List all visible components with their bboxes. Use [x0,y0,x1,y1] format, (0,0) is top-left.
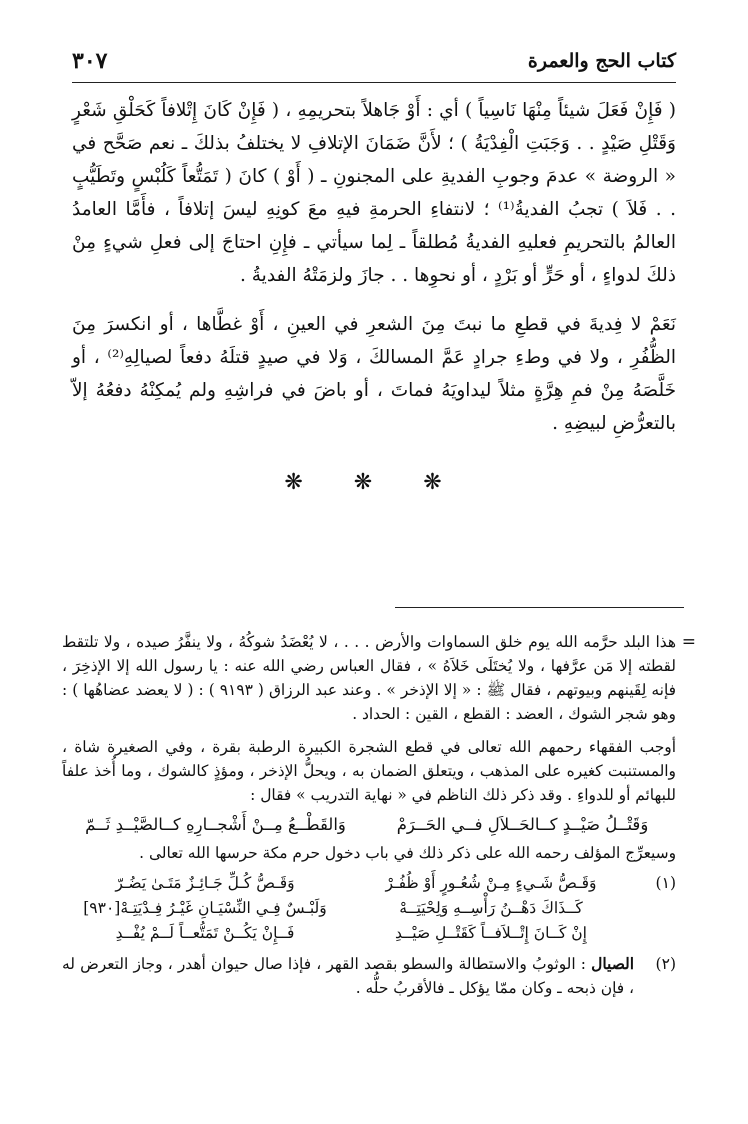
footnote-1-verse-line [62,896,634,921]
footnote-rule [395,607,684,608]
verse-first-hemistich: إِنْ كَــانَ إِتْــلاَفــاً كَقَتْــلِ صَيْــدِ [395,924,587,942]
verse-first-hemistich: كَــذَاكَ دَهْــنُ رَأْسِــهِ وَلِحْيَتِــهْ [399,899,583,917]
page-number: ٣٠٧ [72,48,108,74]
verse-second-hemistich: فَــإِنْ يَكُــنْ تَمَتُّعــاً لَــمْ يُفْــدِ [115,924,295,942]
verse-second-hemistich: وَلَبْـسٌ فِـي النِّسْيَـانِ غَيْـرُ فِـدْيَتِـهْ[٩٣٠] [83,899,327,917]
main-paragraph-1: ( فَإِنْ فَعَلَ شيئاً مِنْهَا نَاسِياً ) أي : أَوْ جَاهلاً بتحريمِهِ ، ( فَإِنْ كَانَ إِتْلافاً كَحَلْقِ شَعْرٍ وَقَتْلِ صَيْدٍ . . وَجَبَتِ الْفِدْيَةُ ) ؛ لأَنَّ ضَمَانَ الإتلافِ لا يختلفُ بذلكَ ـ نعم صَحَّح في « الروضة » عدمَ وجوبِ الفديةِ على المجنونِ ـ ( أَوْ ) كانَ ( تَمَتُّعاً كَلُبْسٍ وتَطَيُّبٍ . . فَلاَ ) تجبُ الفديةُ⁽¹⁾ ؛ لانتفاءِ الحرمةِ فيهِ معَ كونِهِ ليسَ إتلافاً ، فأَمَّا العامدُ العالمُ بالتحريمِ فعليهِ الفديةُ مُطلقاً ـ لِما سيأتي ـ فإِنِ احتاجَ إلى فعلِ شيءٍ مِنْ ذلكَ لدواءٍ ، أو حَرٍّ أو بَرْدٍ ، أو نحوِها . . جازَ ولزمَتْهُ الفديةُ . [72,100,676,286]
footnote-1-verse-line [62,921,634,946]
footnote-1-number: (١) [655,874,676,892]
verse-second-hemistich: وَالقَطْــعُ مِــنْ أَشْجــارِهِ كــالصَّيْــدِ ثَــمّ [85,815,346,834]
footnote-continuation-2: أوجب الفقهاء رحمهم الله تعالى في قطع الشجرة الكبيرة الرطبة بقرة ، وفي الصغيرة شاة ، والمستنبت كغيره على المذهب ، ويتعلق الضمان به ، ويحلُّ الإذخر ، ومؤذٍ كالشوك ، وما أُخذ علفاً للبهائم أو للدواءِ . وقد ذكر ذلك الناظم في « نهاية التدريب » فقال : [62,738,676,804]
verse-second-hemistich: وَقَـصُّ كُـلِّ جَـائِـزٌ مَتَـىٰ يَضُـرّ [115,874,295,892]
definition-text: : الوثوبُ والاستطالة والسطو بقصد القهر ، فإذا صال حيوان أهدر ، وجاز التعرض له ، فإن ذبحه ـ وكان ممّا يؤكل ـ فالأقربُ حلُّه . [62,955,634,997]
footnote-1-verse-line [62,871,634,896]
footnote-continuation-3: وسيعرِّج المؤلف رحمه الله على ذكر ذلك في باب دخول حرم مكة حرسها الله تعالى . [139,844,676,862]
footnote-2-text [62,952,634,1000]
book-title: كتاب الحج والعمرة [527,50,676,72]
footnote-continuation-1: هذا البلد حرَّمه الله يوم خلق السماوات والأرض . . . ، لا يُعْضَدُ شوكُهُ ، ولا ينفَّرُ صيده ، ولا تلتقط لقطته إلا مَن عرَّفها ، ولا يُختَلَى خَلاَهُ » ، فقال العباس رضي الله عنه : يا رسول الله إلا الإذخِرَ ، فإنه لِقَينهم وبيوتهم ، فقال ﷺ : « إلا الإذخر » . وعند عبد الرزاق ( ٩١٩٣ ) : ( لا يعضد عضاهُها ) : وهو شجر الشوك ، العضد : القطع ، القين : الحداد . [62,633,676,723]
verse-first-hemistich: وَقَتْــلُ صَيْــدٍ كــالحَــلاَلِ فــي الحَــرَمْ [396,815,649,834]
footnote-verse [62,813,676,837]
continuation-mark: = [681,632,696,652]
footnote-1-verses [62,871,634,946]
verse-first-hemistich: وَقَـصُّ شَـيءٍ مِـنْ شُعُـورٍ أَوْ ظُفُـرْ [385,874,597,892]
main-paragraph-2: نَعَمْ لا فِديةَ في قطعِ ما نبتَ مِنَ الشعرِ في العينِ ، أَوْ غطَّاها ، أو انكسرَ مِنَ الظُّفُرِ ، ولا في وطءِ جرادٍ عَمَّ المسالكَ ، وَلا في صيدٍ قتلَهُ دفعاً لصيالِهِ⁽²⁾ ، أو خَلَّصَهُ مِنْ فمِ هِرَّةٍ مثلاً ليداويَهُ فماتَ ، أو باضَ في فراشِهِ ولم يُمكِنْهُ دفعُهُ إلاّ بالتعرُّضِ لبيضِهِ . [72,314,676,434]
running-header [72,44,676,84]
footnote-2-number: (٢) [655,955,676,973]
header-rule [72,82,676,83]
section-separator: ❋ ❋ ❋ [284,470,464,495]
footnote-1 [62,871,676,946]
main-text [72,94,676,440]
footnotes [62,630,676,1000]
defined-term: الصيال [591,955,634,973]
footnote-2 [62,952,676,1000]
